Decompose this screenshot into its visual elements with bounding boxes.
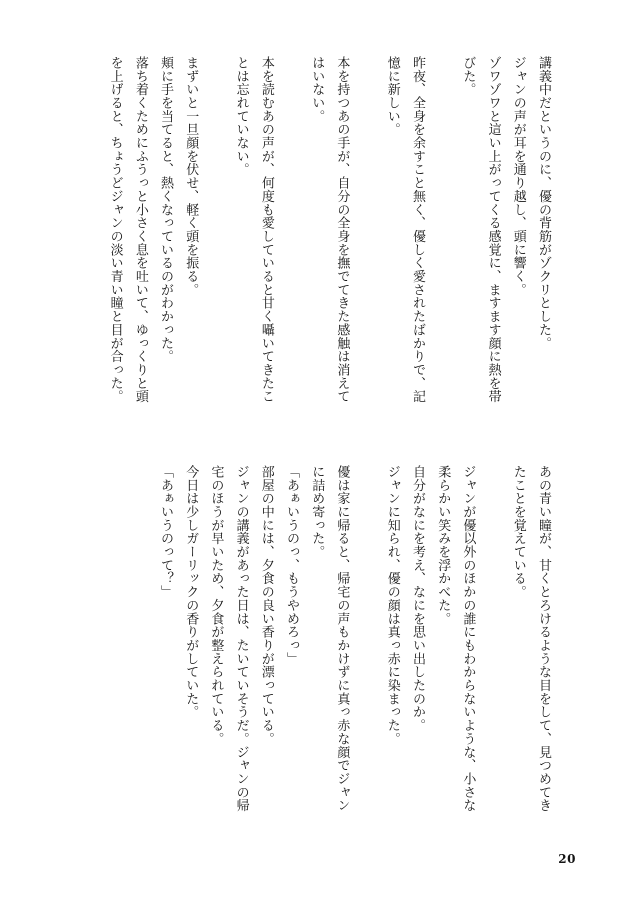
text-line: 宅のほうが早いため、夕食が整えられている。 <box>208 465 224 746</box>
text-line: ジャンに知られ、優の顔は真っ赤に染まった。 <box>384 465 400 746</box>
lower-text-block <box>86 465 556 840</box>
paragraph-gap <box>203 56 228 406</box>
upper-text-block <box>86 56 556 406</box>
text-line: とは忘れていない。 <box>233 56 249 177</box>
text-line: に詰め寄った。 <box>309 465 325 559</box>
text-line: ジャンが優以外のほかの誰にもわからないような、小さな <box>460 465 476 813</box>
text-line: はいない。 <box>309 56 325 123</box>
text-line: 部屋の中には、夕食の良い香りが漂っている。 <box>258 465 274 746</box>
text-line: 優は家に帰ると、帰宅の声もかけずに真っ赤な顔でジャン <box>334 465 350 813</box>
text-line: 頬に手を当てると、熱くなっているのがわかった。 <box>158 56 174 364</box>
text-line: を上げると、ちょうどジャンの淡い青い瞳と目が合った。 <box>107 56 123 404</box>
text-line: 本を読むあの声が、何度も愛していると甘く囁いてきたこ <box>258 56 274 404</box>
text-line: 「あぁいうのって？」 <box>157 465 173 599</box>
text-line: びた。 <box>460 56 476 97</box>
text-line: たことを覚えている。 <box>510 465 526 599</box>
paragraph-gap <box>430 56 455 406</box>
text-line: 憶に新しい。 <box>384 56 400 137</box>
text-line: ジャンの声が耳を通り越し、頭に響く。 <box>510 56 526 297</box>
text-line: あの青い瞳が、甘くとろけるような目をして、見つめてき <box>536 465 551 813</box>
text-line: ジャンの講義があった日は、たいていそうだ。ジャンの帰 <box>233 465 249 813</box>
text-line: 今日は少しガーリックの香りがしていた。 <box>183 465 199 719</box>
paragraph-gap <box>354 465 379 840</box>
text-line: まずいと一旦顔を伏せ、軽く頭を振る。 <box>183 56 199 297</box>
text-line: ゾワゾワと這い上がってくる感覚に、ますます顔に熱を帯 <box>485 56 501 404</box>
text-line: 本を持つあの手が、自分の全身を撫でてきた感触は消えて <box>334 56 350 404</box>
text-line: 講義中だというのに、優の背筋がゾクリとした。 <box>536 56 551 350</box>
text-line: 昨夜、全身を余すこと無く、優しく愛されたばかりで、記 <box>410 56 425 404</box>
text-line: 柔らかい笑みを浮かべた。 <box>435 465 451 626</box>
text-line: 自分がなにを考え、なにを思い出したのか。 <box>410 465 425 732</box>
paragraph-gap <box>279 56 304 406</box>
text-line: 「あぁいうのっ、もうやめろっ」 <box>284 465 299 666</box>
text-line: 落ち着くためにふうっと小さく息を吐いて、ゆっくりと頭 <box>132 56 148 404</box>
paragraph-gap <box>354 56 379 406</box>
page-number: 20 <box>558 852 576 866</box>
paragraph-gap <box>480 465 505 840</box>
